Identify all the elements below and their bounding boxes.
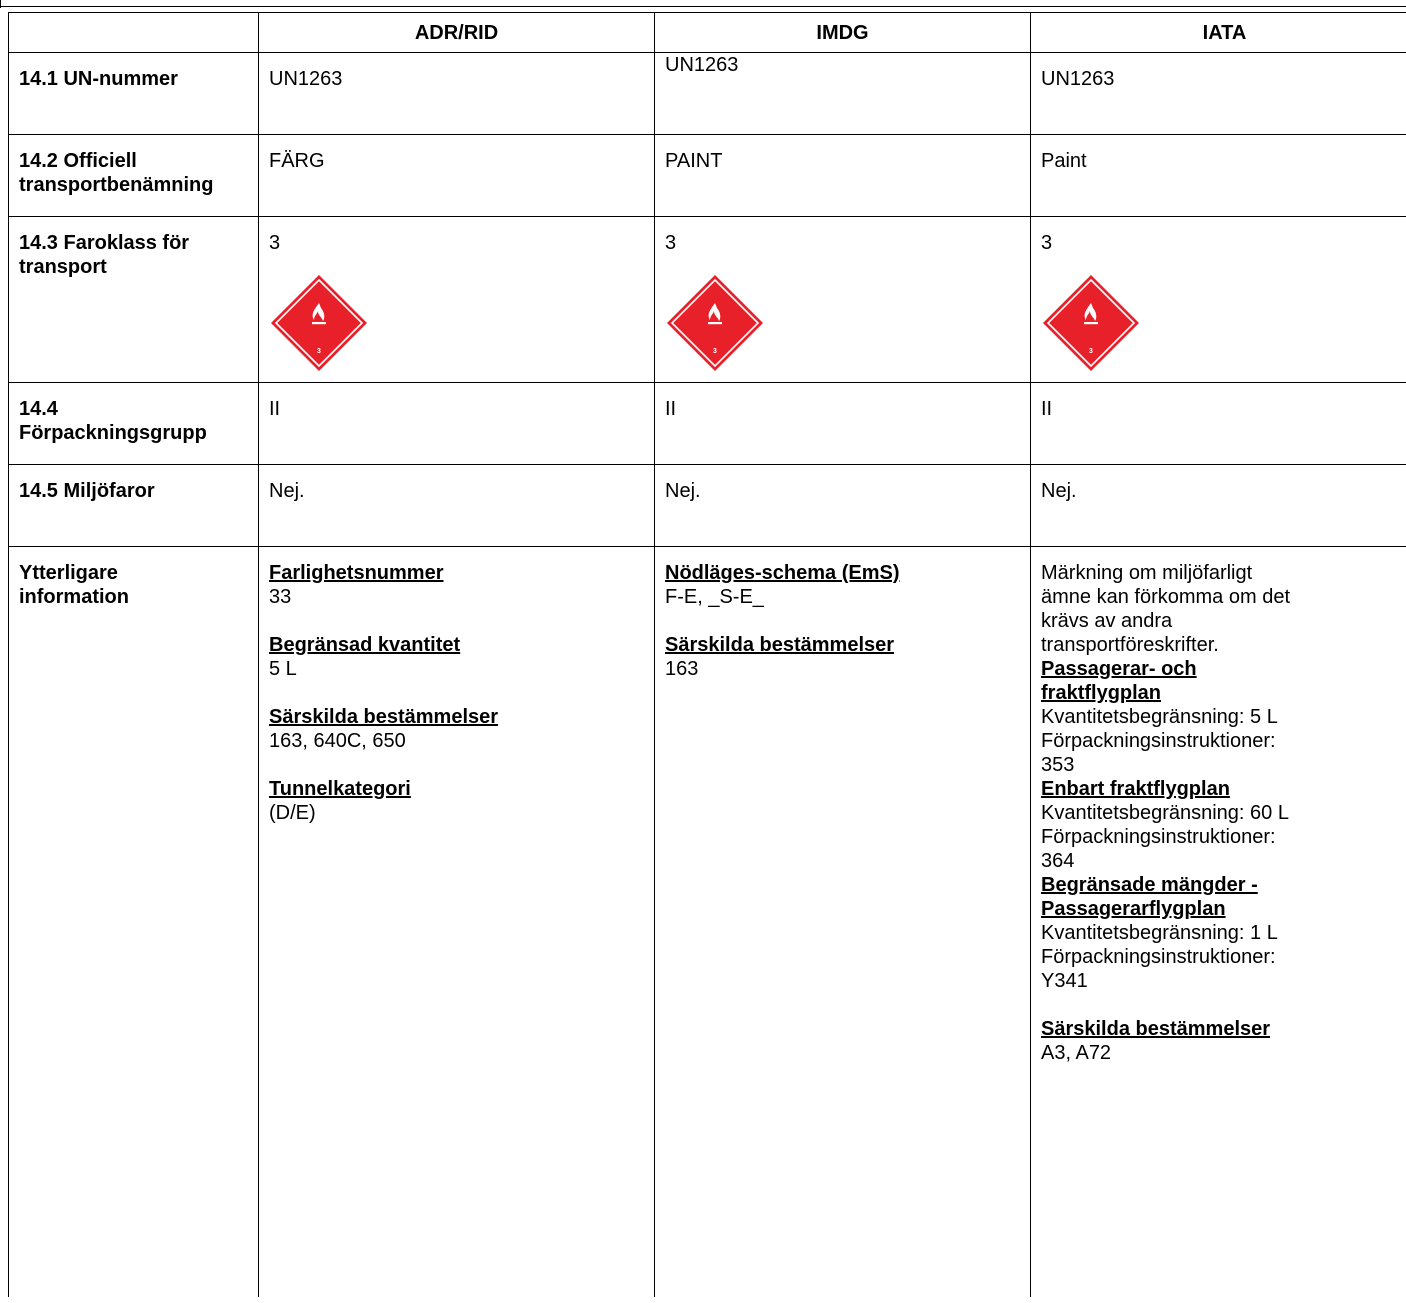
row-label-shipping-name-line2: transportbenämning bbox=[19, 174, 214, 196]
row-label-shipping-name bbox=[9, 135, 259, 217]
header-iata: IATA bbox=[1031, 13, 1406, 53]
pictogram-class-digit: 3 bbox=[317, 348, 321, 355]
adr-hazard-class bbox=[259, 217, 655, 383]
table-row-environmental-hazards bbox=[9, 465, 1406, 547]
adr-packing-group: II bbox=[259, 383, 655, 465]
iata-cargo-only-quantity: Kvantitetsbegränsning: 60 L bbox=[1041, 802, 1289, 824]
iata-limited-quantities-instruction-code: Y341 bbox=[1041, 970, 1088, 992]
adr-limited-quantity-heading: Begränsad kvantitet bbox=[269, 634, 461, 656]
table-row-hazard-class bbox=[9, 217, 1406, 383]
pictogram-class-digit: 3 bbox=[1089, 348, 1093, 355]
pictogram-class-digit: 3 bbox=[713, 348, 717, 355]
row-label-additional-info-line1: Ytterligare bbox=[19, 562, 118, 584]
table-row-packing-group bbox=[9, 383, 1406, 465]
iata-un-number: UN1263 bbox=[1031, 53, 1406, 135]
imdg-additional-info bbox=[655, 547, 1031, 1297]
imdg-shipping-name: PAINT bbox=[655, 135, 1031, 217]
table-row-additional-info bbox=[9, 547, 1406, 1297]
iata-cargo-only-heading: Enbart fraktflygplan bbox=[1041, 778, 1230, 800]
iata-special-provisions-heading: Särskilda bestämmelser bbox=[1041, 1018, 1271, 1040]
adr-shipping-name: FÄRG bbox=[259, 135, 655, 217]
iata-limited-quantities-heading-line2: Passagerarflygplan bbox=[1041, 898, 1226, 920]
flammable-liquid-icon bbox=[269, 273, 369, 373]
row-label-environmental-hazards: 14.5 Miljöfaror bbox=[9, 465, 259, 547]
adr-tunnel-category-value: (D/E) bbox=[269, 802, 316, 824]
adr-tunnel-category-heading: Tunnelkategori bbox=[269, 778, 411, 800]
iata-special-provisions-value: A3, A72 bbox=[1041, 1042, 1112, 1064]
iata-environmental-hazards: Nej. bbox=[1031, 465, 1406, 547]
iata-hazard-class-value: 3 bbox=[1041, 232, 1053, 254]
iata-intro-line3: krävs av andra bbox=[1041, 610, 1173, 632]
row-label-hazard-class bbox=[9, 217, 259, 383]
iata-passenger-cargo-heading-line1: Passagerar- och bbox=[1041, 658, 1197, 680]
adr-hazard-number-heading: Farlighetsnummer bbox=[269, 562, 444, 584]
iata-additional-info bbox=[1031, 547, 1406, 1297]
iata-hazard-class bbox=[1031, 217, 1406, 383]
adr-additional-info bbox=[259, 547, 655, 1297]
iata-cargo-only-instruction-code: 364 bbox=[1041, 850, 1075, 872]
row-label-additional-info-line2: information bbox=[19, 586, 129, 608]
iata-passenger-cargo-quantity: Kvantitetsbegränsning: 5 L bbox=[1041, 706, 1278, 728]
row-label-additional-info bbox=[9, 547, 259, 1297]
iata-packing-group: II bbox=[1031, 383, 1406, 465]
imdg-hazard-class-value: 3 bbox=[665, 232, 677, 254]
iata-limited-quantities-heading-line1: Begränsade mängder - bbox=[1041, 874, 1258, 896]
row-label-packing-group bbox=[9, 383, 259, 465]
page-top-rule bbox=[0, 6, 1406, 7]
row-label-hazard-class-line2: transport bbox=[19, 256, 107, 278]
row-label-un-number: 14.1 UN-nummer bbox=[9, 53, 259, 135]
iata-passenger-cargo-instruction-code: 353 bbox=[1041, 754, 1075, 776]
page-left-tick bbox=[0, 0, 1, 8]
adr-special-provisions-heading: Särskilda bestämmelser bbox=[269, 706, 499, 728]
imdg-special-provisions-value: 163 bbox=[665, 658, 699, 680]
adr-hazard-class-value: 3 bbox=[269, 232, 281, 254]
iata-limited-quantities-instructions: Förpackningsinstruktioner: bbox=[1041, 946, 1276, 968]
adr-environmental-hazards: Nej. bbox=[259, 465, 655, 547]
adr-un-number: UN1263 bbox=[259, 53, 655, 135]
row-label-packing-group-line1: 14.4 bbox=[19, 398, 58, 420]
flammable-liquid-icon bbox=[1041, 273, 1141, 373]
iata-limited-quantities-quantity: Kvantitetsbegränsning: 1 L bbox=[1041, 922, 1278, 944]
adr-special-provisions-value: 163, 640C, 650 bbox=[269, 730, 406, 752]
iata-passenger-cargo-heading-line2: fraktflygplan bbox=[1041, 682, 1162, 704]
iata-intro-line4: transportföreskrifter. bbox=[1041, 634, 1219, 656]
imdg-environmental-hazards: Nej. bbox=[655, 465, 1031, 547]
table-header-row bbox=[9, 13, 1406, 53]
header-adr-rid: ADR/RID bbox=[259, 13, 655, 53]
iata-shipping-name: Paint bbox=[1031, 135, 1406, 217]
header-imdg: IMDG bbox=[655, 13, 1031, 53]
row-label-shipping-name-line1: 14.2 Officiell bbox=[19, 150, 137, 172]
iata-passenger-cargo-instructions: Förpackningsinstruktioner: bbox=[1041, 730, 1276, 752]
imdg-hazard-class bbox=[655, 217, 1031, 383]
iata-intro-line2: ämne kan förkomma om det bbox=[1041, 586, 1290, 608]
header-blank bbox=[9, 13, 259, 53]
imdg-ems-value: F-E, _S-E_ bbox=[665, 586, 764, 608]
adr-hazard-number-value: 33 bbox=[269, 586, 292, 608]
transport-info-table bbox=[8, 12, 1406, 1297]
imdg-ems-heading: Nödläges-schema (EmS) bbox=[665, 562, 900, 584]
iata-intro-line1: Märkning om miljöfarligt bbox=[1041, 562, 1253, 584]
table-row-un-number bbox=[9, 53, 1406, 135]
imdg-un-number: UN1263 bbox=[655, 53, 1031, 135]
row-label-hazard-class-line1: 14.3 Faroklass för bbox=[19, 232, 190, 254]
imdg-packing-group: II bbox=[655, 383, 1031, 465]
flammable-liquid-icon bbox=[665, 273, 765, 373]
iata-cargo-only-instructions: Förpackningsinstruktioner: bbox=[1041, 826, 1276, 848]
adr-limited-quantity-value: 5 L bbox=[269, 658, 297, 680]
imdg-special-provisions-heading: Särskilda bestämmelser bbox=[665, 634, 895, 656]
table-row-shipping-name bbox=[9, 135, 1406, 217]
row-label-packing-group-line2: Förpackningsgrupp bbox=[19, 422, 207, 444]
